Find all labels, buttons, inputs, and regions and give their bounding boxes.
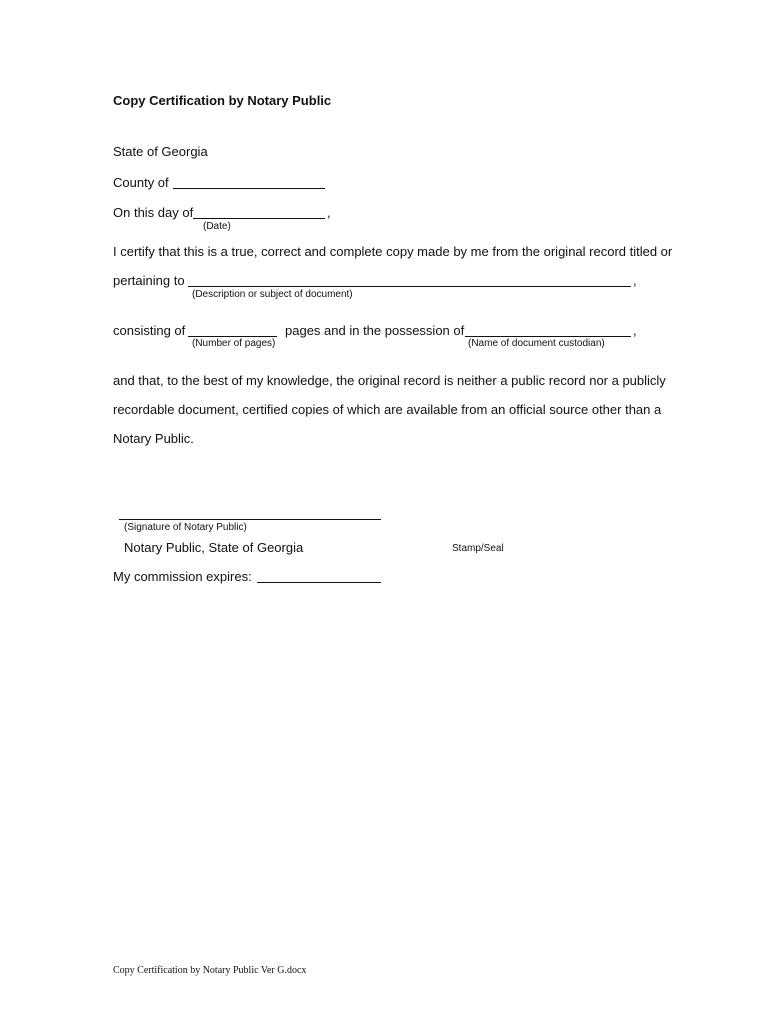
- county-blank[interactable]: [173, 188, 325, 189]
- description-comma: ,: [633, 273, 637, 288]
- signature-caption: (Signature of Notary Public): [124, 522, 247, 533]
- custodian-comma: ,: [633, 323, 637, 338]
- paragraph-line-1: and that, to the best of my knowledge, the original record is neither a public record nor a publicly: [113, 373, 666, 388]
- custodian-blank[interactable]: [465, 336, 631, 337]
- date-comma: ,: [327, 205, 331, 220]
- notary-title: Notary Public, State of Georgia: [124, 540, 304, 555]
- paragraph-line-2: recordable document, certified copies of which are available from an official source other than a: [113, 402, 662, 417]
- pertaining-label: pertaining to: [113, 273, 185, 288]
- state-line: State of Georgia: [113, 144, 208, 159]
- pages-label: pages and in the possession of: [285, 323, 465, 338]
- consisting-label: consisting of: [113, 323, 186, 338]
- commission-label: My commission expires:: [113, 569, 252, 584]
- pages-caption: (Number of pages): [192, 338, 276, 349]
- paragraph-line-3: Notary Public.: [113, 431, 194, 446]
- stamp-seal-label: Stamp/Seal: [452, 543, 504, 554]
- day-label: On this day of: [113, 205, 194, 220]
- certify-line: I certify that this is a true, correct and complete copy made by me from the original record titled or: [113, 244, 673, 259]
- commission-blank[interactable]: [257, 582, 381, 583]
- county-label: County of: [113, 175, 169, 190]
- pages-blank[interactable]: [188, 336, 277, 337]
- date-blank[interactable]: [193, 218, 325, 219]
- document-footer: Copy Certification by Notary Public Ver G.docx: [113, 965, 307, 976]
- document-title: Copy Certification by Notary Public: [113, 93, 332, 108]
- description-caption: (Description or subject of document): [192, 289, 353, 300]
- description-blank[interactable]: [188, 286, 631, 287]
- date-caption: (Date): [203, 221, 231, 232]
- custodian-caption: (Name of document custodian): [468, 338, 605, 349]
- signature-line[interactable]: [119, 519, 381, 520]
